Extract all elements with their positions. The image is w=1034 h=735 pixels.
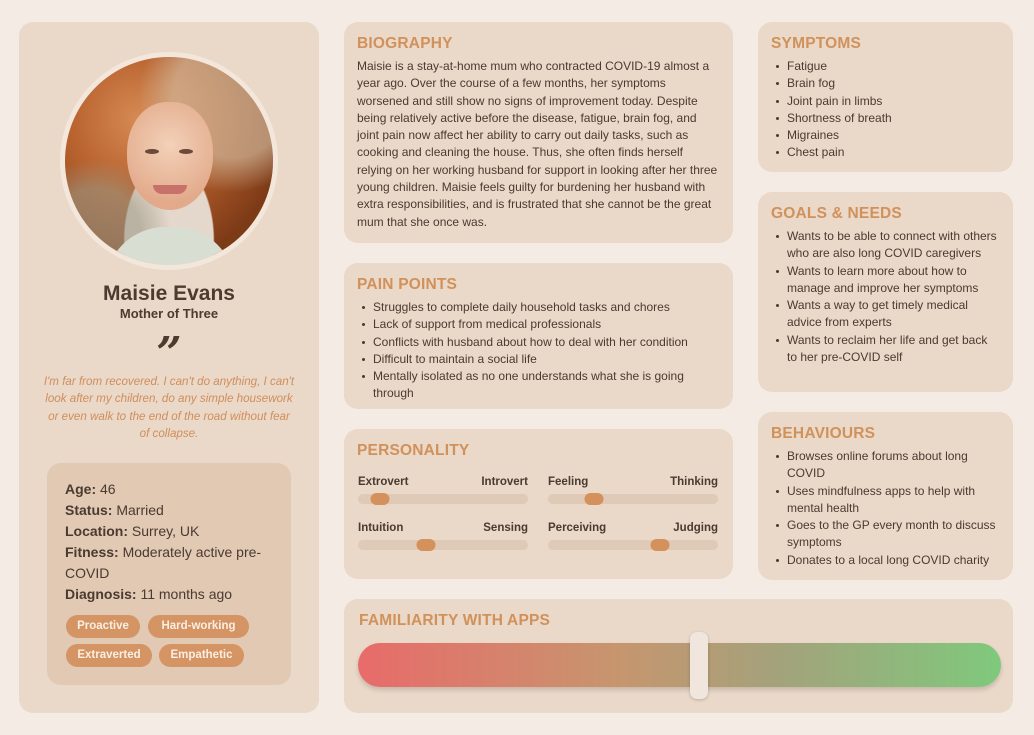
trait-knob [417,539,436,551]
tag: Empathetic [159,644,244,667]
info-fitness: Fitness: Moderately active pre-COVID [65,544,262,581]
list-item: Uses mindfulness apps to help with mental health [771,483,1000,518]
personality-card [344,429,733,579]
tag: Proactive [66,615,140,638]
profile-card [19,22,319,713]
persona-role: Mother of Three [119,306,219,321]
list-item: Joint pain in limbs [771,93,1000,110]
info-diagnosis: Diagnosis: 11 months ago [65,586,233,602]
familiarity-track [358,643,1001,687]
familiarity-card [344,599,1013,713]
persona-quote: I'm far from recovered. I can't do anything, I can't look after my children, do any simple housework or even walk to the end of the road without fear of collapse. [43,375,295,441]
goals-card [758,192,1013,392]
list-item: Shortness of breath [771,110,1000,127]
biography-text: Maisie is a stay-at-home mum who contracted COVID-19 almost a year ago. Over the course of a few months, her symptoms worsened and still show no signs of improvement today. Despite being relatively active before the disease, fatigue, brain fog, and joint pain now affect her ability to carry out daily tasks, such as cooking and cleaning the house. Thus, she often finds herself relying on her working husband for support in looking after her three young children. Maisie feels guilty for burdening her husband with extra responsibilities, and is frustrated that she cannot be the great mum that she once was. [357,59,718,229]
trait-knob [651,539,670,551]
trait-left-label: Feeling [548,476,589,488]
trait-slider [358,476,528,504]
trait-right-label: Thinking [670,476,718,488]
list-item: Fatigue [771,58,1000,75]
quote-icon: ” [156,328,182,379]
avatar [60,52,278,270]
pain-points-card [344,263,733,409]
trait-right-label: Judging [673,522,718,534]
trait-track [358,494,528,504]
list-item: Migraines [771,127,1000,144]
list-item: Wants to reclaim her life and get back to her pre-COVID self [771,332,1000,367]
trait-track [548,540,718,550]
list-item: Brain fog [771,75,1000,92]
trait-track [548,494,718,504]
behaviours-list [771,448,1000,569]
list-item: Difficult to maintain a social life [357,351,720,368]
profile-photo [65,57,273,265]
trait-knob [371,493,390,505]
list-item: Struggles to complete daily household tasks and chores [357,299,720,316]
info-location: Location: Surrey, UK [65,523,200,539]
trait-left-label: Extrovert [358,476,409,488]
list-item: Donates to a local long COVID charity [771,552,1000,569]
behaviours-heading: BEHAVIOURS [771,425,876,442]
biography-heading: BIOGRAPHY [357,35,453,52]
symptoms-list [771,58,1000,162]
list-item: Chest pain [771,144,1000,161]
familiarity-handle [690,632,708,699]
trait-knob [584,493,603,505]
trait-right-label: Sensing [483,522,528,534]
trait-left-label: Intuition [358,522,404,534]
personality-heading: PERSONALITY [357,442,470,459]
info-box [47,463,291,685]
familiarity-heading: FAMILIARITY WITH APPS [359,612,551,629]
persona-name: Maisie Evans [103,282,235,305]
info-age: Age: 46 [65,481,116,497]
list-item: Conflicts with husband about how to deal with her condition [357,334,720,351]
symptoms-heading: SYMPTOMS [771,35,862,52]
list-item: Wants a way to get timely medical advice from experts [771,297,1000,332]
list-item: Mentally isolated as no one understands what she is going through [357,368,720,403]
trait-slider [358,522,528,550]
goals-list [771,228,1000,366]
trait-right-label: Introvert [481,476,528,488]
tag: Extraverted [66,644,152,667]
list-item: Goes to the GP every month to discuss symptoms [771,517,1000,552]
info-status: Status: Married [65,502,164,518]
symptoms-card [758,22,1013,172]
trait-left-label: Perceiving [548,522,607,534]
list-item: Wants to be able to connect with others who are also long COVID caregivers [771,228,1000,263]
list-item: Wants to learn more about how to manage and improve her symptoms [771,263,1000,298]
pain-points-list [357,299,720,403]
list-item: Lack of support from medical professionals [357,316,720,333]
trait-slider [548,522,718,550]
list-item: Browses online forums about long COVID [771,448,1000,483]
goals-heading: GOALS & NEEDS [771,205,902,222]
biography-card [344,22,733,243]
behaviours-card [758,412,1013,580]
trait-slider [548,476,718,504]
pain-points-heading: PAIN POINTS [357,276,458,293]
tag: Hard-working [148,615,249,638]
trait-track [358,540,528,550]
